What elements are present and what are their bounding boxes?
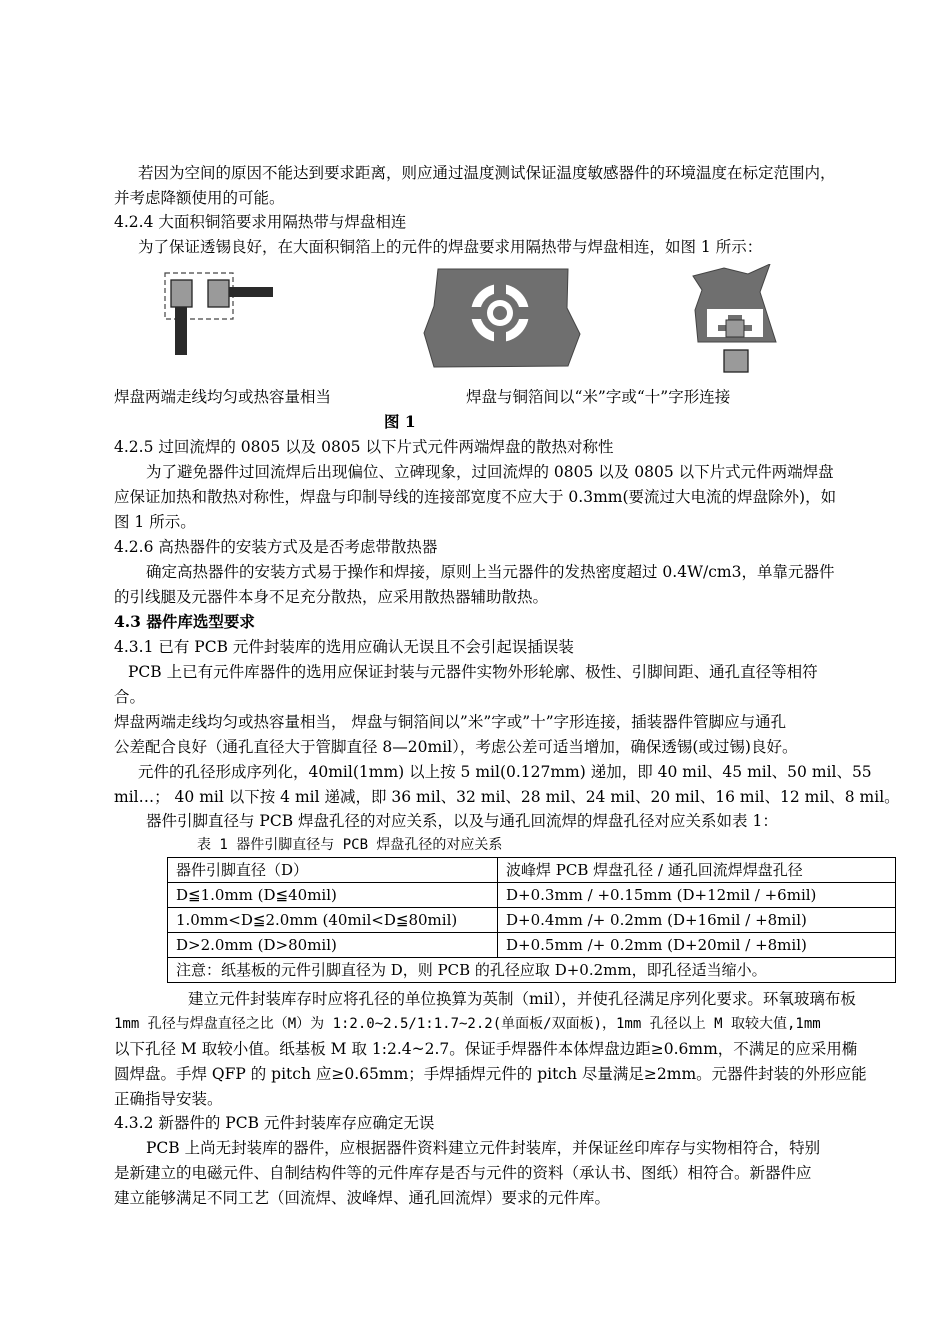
paragraph-line: mil…； 40 mil 以下按 4 mil 递减，即 36 mil、32 mil、28 mil、24 mil、20 mil、16 mil、12 mil、8 mil。 (114, 788, 900, 806)
paragraph-line: 的引线腿及元器件本身不足充分散热，应采用散热器辅助散热。 (114, 588, 549, 606)
table-cell: D>2.0mm (D>80mil) (168, 933, 498, 958)
figure-thermal-relief (422, 266, 582, 370)
bottom-pad (724, 350, 748, 372)
paragraph-line: 并考虑降额使用的可能。 (114, 189, 285, 207)
figure-pad-spokes (690, 264, 780, 376)
table-cell: 1.0mm<D≦2.0mm (40mil<D≦80mil) (168, 908, 498, 933)
paragraph-line: 建立能够满足不同工艺（回流焊、波峰焊、通孔回流焊）要求的元件库。 (114, 1189, 611, 1207)
paragraph-line: 确定高热器件的安装方式易于操作和焊接，原则上当元器件的发热密度超过 0.4W/cm3，单靠元器件 (146, 563, 835, 581)
section-heading: 4.2.4 大面积铜箔要求用隔热带与焊盘相连 (114, 213, 407, 231)
paragraph-line: 若因为空间的原因不能达到要求距离，则应通过温度测试保证温度敏感器件的环境温度在标定范围内， (138, 164, 836, 182)
right-trace (229, 287, 273, 297)
hole-size-table (167, 857, 896, 983)
table-row (168, 933, 896, 958)
section-heading: 4.2.5 过回流焊的 0805 以及 0805 以下片式元件两端焊盘的散热对称性 (114, 438, 614, 456)
paragraph-line: 图 1 所示。 (114, 513, 196, 531)
table-title: 表 1 器件引脚直径与 PCB 焊盘孔径的对应关系 (197, 837, 503, 853)
paragraph-line: 为了保证透锡良好，在大面积铜箔上的元件的焊盘要求用隔热带与焊盘相连，如图 1 所示： (138, 238, 763, 256)
left-pad (171, 280, 192, 307)
table-cell: D≦1.0mm (D≦40mil) (168, 883, 498, 908)
section-heading: 4.3 器件库选型要求 (114, 612, 255, 631)
table-header-row (168, 858, 896, 883)
paragraph-line: 1mm 孔径与焊盘直径之比（M）为 1:2.0~2.5/1:1.7~2.2(单面板/双面板)，1mm 孔径以上 M 取较大值,1mm (114, 1016, 821, 1032)
paragraph-line: 建立元件封装库存时应将孔径的单位换算为英制（mil），并使孔径满足序列化要求。环氧玻璃布板 (188, 990, 856, 1008)
figure-caption-right: 焊盘与铜箔间以“米”字或“十”字形连接 (466, 388, 731, 406)
paragraph-line: 为了避免器件过回流焊后出现偏位、立碑现象，过回流焊的 0805 以及 0805 以下片式元件两端焊盘 (146, 463, 834, 481)
paragraph-line: PCB 上尚无封装库的器件，应根据器件资料建立元件封装库，并保证丝印库存与实物相符合，特别 (146, 1139, 821, 1157)
table-row (168, 883, 896, 908)
figure-caption-left: 焊盘两端走线均匀或热容量相当 (114, 388, 332, 406)
table-cell: D+0.5mm /+ 0.2mm (D+20mil / +8mil) (498, 933, 896, 958)
section-heading: 4.2.6 高热器件的安装方式及是否考虑带散热器 (114, 538, 438, 556)
paragraph-line: 正确指导安装。 (114, 1090, 223, 1108)
section-heading: 4.3.1 已有 PCB 元件封装库的选用应确认无误且不会引起误插误装 (114, 638, 574, 656)
left-trace (175, 307, 187, 355)
paragraph-line: 公差配合良好（通孔直径大于管脚直径 8—20mil），考虑公差可适当增加，确保透锡(或过锡)良好。 (114, 738, 798, 756)
paragraph-line: 圆焊盘。手焊 QFP 的 pitch 应≥0.65mm；手焊插焊元件的 pitch 尽量满足≥2mm。元器件封装的外形应能 (114, 1065, 867, 1083)
paragraph-line: 焊盘两端走线均匀或热容量相当， 焊盘与铜箔间以”米”字或”十”字形连接，插装器件管脚应与通孔 (114, 713, 787, 731)
paragraph-line: 是新建立的电磁元件、自制结构件等的元件库存是否与元件的资料（承认书、图纸）相符合。新器件应 (114, 1164, 812, 1182)
table-header-cell: 器件引脚直径（D） (168, 858, 498, 883)
table-cell: D+0.4mm /+ 0.2mm (D+16mil / +8mil) (498, 908, 896, 933)
paragraph-line: PCB 上已有元件库器件的选用应保证封装与元器件实物外形轮廓、极性、引脚间距、通孔直径等相符 (128, 663, 818, 681)
section-heading: 4.3.2 新器件的 PCB 元件封装库存应确定无误 (114, 1114, 435, 1132)
paragraph-line: 合。 (114, 688, 146, 706)
paragraph-line: 器件引脚直径与 PCB 焊盘孔径的对应关系，以及与通孔回流焊的焊盘孔径对应关系如表 1： (146, 812, 778, 830)
table-note-row (168, 958, 896, 983)
table-cell: D+0.3mm / +0.15mm (D+12mil / +6mil) (498, 883, 896, 908)
figure-chip-pads (160, 268, 278, 360)
paragraph-line: 元件的孔径形成序列化，40mil(1mm) 以上按 5 mil(0.127mm) 递加，即 40 mil、45 mil、50 mil、55 (138, 763, 872, 781)
figure-label: 图 1 (384, 412, 416, 431)
paragraph-line: 以下孔径 M 取较小值。纸基板 M 取 1:2.4~2.7。保证手焊器件本体焊盘边距≥0.6mm，不满足的应采用椭 (114, 1040, 858, 1058)
table-header-cell: 波峰焊 PCB 焊盘孔径 / 通孔回流焊焊盘孔径 (498, 858, 896, 883)
table-note: 注意：纸基板的元件引脚直径为 D，则 PCB 的孔径应取 D+0.2mm，即孔径适当缩小。 (168, 958, 896, 983)
paragraph-line: 应保证加热和散热对称性，焊盘与印制导线的连接部宽度不应大于 0.3mm(要流过大电流的焊盘除外)，如 (114, 488, 837, 506)
table-row (168, 908, 896, 933)
right-pad (208, 280, 229, 307)
